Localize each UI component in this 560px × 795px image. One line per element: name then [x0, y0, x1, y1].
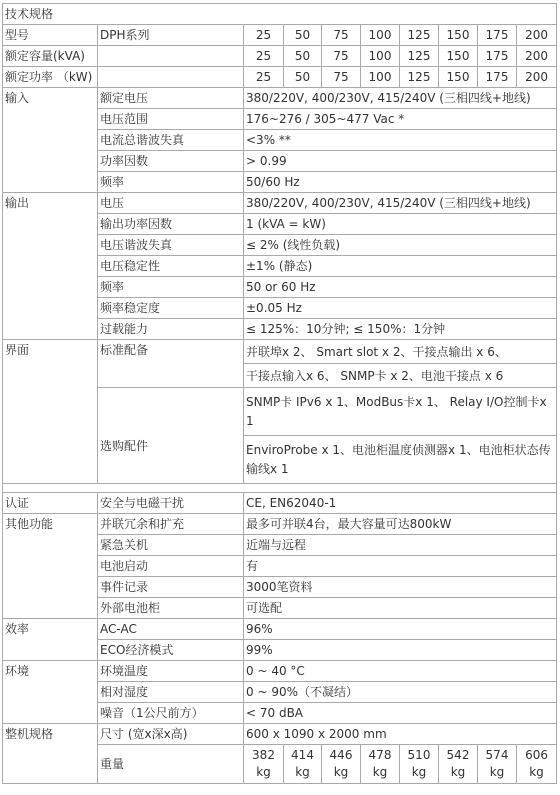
- spec-value: 50 or 60 Hz: [244, 277, 557, 298]
- spec-name: 并联冗余和扩充: [98, 514, 244, 535]
- spec-value: 有: [244, 556, 557, 577]
- table-row: [3, 88, 557, 109]
- spec-name: AC-AC: [98, 619, 244, 640]
- table-row: [3, 484, 557, 493]
- model-row-label: 型号: [3, 25, 98, 46]
- series-name: DPH系列: [98, 25, 244, 46]
- spec-value: 近端与远程: [244, 535, 557, 556]
- spec-name: 紧急关机: [98, 535, 244, 556]
- model-row-value: 50: [284, 25, 322, 46]
- table-row: [3, 4, 557, 25]
- spec-name: 功率因数: [98, 151, 244, 172]
- spec-name: 安全与电磁干扰: [98, 493, 244, 514]
- weight-value: 446 kg: [322, 745, 361, 784]
- spec-value: <3% **: [244, 130, 557, 151]
- spec-value: CE, EN62040-1: [244, 493, 557, 514]
- spec-value: 并联埠x 2、 Smart slot x 2、干接点输出 x 6、: [244, 340, 557, 364]
- spec-name: 外部电池柜: [98, 598, 244, 619]
- model-row-value: 25: [244, 25, 284, 46]
- spec-name: 选购配件: [98, 388, 244, 484]
- section-input: 输入: [3, 88, 98, 193]
- spec-value: 最多可并联4台，最大容量可达800kW: [244, 514, 557, 535]
- spec-name: ECO经济模式: [98, 640, 244, 661]
- spec-value: 96%: [244, 619, 557, 640]
- kw-row-value: 175: [478, 67, 517, 88]
- kw-row-value: 50: [284, 67, 322, 88]
- spec-name: 重量: [98, 745, 244, 784]
- weight-value: 414 kg: [284, 745, 322, 784]
- table-row: [3, 514, 557, 535]
- section-physical: 整机规格: [3, 724, 98, 784]
- spec-value: 176~276 / 305~477 Vac *: [244, 109, 557, 130]
- table-title: 技术规格: [3, 4, 557, 25]
- spec-name: 电压: [98, 193, 244, 214]
- spec-name: 尺寸 (宽x深x高): [98, 724, 244, 745]
- kw-row-value: 100: [361, 67, 400, 88]
- section-interface: 界面: [3, 340, 98, 484]
- table-row: [3, 619, 557, 640]
- spec-name: 输出功率因数: [98, 214, 244, 235]
- model-row-value: 125: [400, 25, 439, 46]
- spec-value: 0 ~ 40 °C: [244, 661, 557, 682]
- spec-name: 噪音（1公尺前方）: [98, 703, 244, 724]
- kva-row-value: 175: [478, 46, 517, 67]
- spec-name: 频率: [98, 172, 244, 193]
- spec-name: 额定电压: [98, 88, 244, 109]
- model-row-value: 175: [478, 25, 517, 46]
- kva-row-value: 75: [322, 46, 361, 67]
- weight-value: 606 kg: [517, 745, 557, 784]
- table-row: [3, 724, 557, 745]
- kva-row-value: 200: [517, 46, 557, 67]
- spec-value: 干接点输入x 6、 SNMP卡 x 2、电池干接点 x 6: [244, 364, 557, 388]
- spec-value: ±1% (静态): [244, 256, 557, 277]
- weight-value: 574 kg: [478, 745, 517, 784]
- spec-value: > 0.99: [244, 151, 557, 172]
- spec-table: [2, 3, 557, 784]
- spec-name: 事件记录: [98, 577, 244, 598]
- spec-name: 电压稳定性: [98, 256, 244, 277]
- spec-value: 可选配: [244, 598, 557, 619]
- spec-name: 电池启动: [98, 556, 244, 577]
- spec-value: < 70 dBA: [244, 703, 557, 724]
- kw-row-value: 25: [244, 67, 284, 88]
- section-environment: 环境: [3, 661, 98, 724]
- spec-name: 电流总谐波失真: [98, 130, 244, 151]
- kw-row-label: 额定功率 （kW): [3, 67, 98, 88]
- spec-name: 电压谐波失真: [98, 235, 244, 256]
- spec-name: 环境温度: [98, 661, 244, 682]
- spec-value: 0 ~ 90%（不凝结）: [244, 682, 557, 703]
- weight-value: 510 kg: [400, 745, 439, 784]
- section-other: 其他功能: [3, 514, 98, 619]
- spec-name: 电压范围: [98, 109, 244, 130]
- section-efficiency: 效率: [3, 619, 98, 661]
- spec-name: 频率: [98, 277, 244, 298]
- spec-value: 380/220V, 400/230V, 415/240V (三相四线+地线): [244, 193, 557, 214]
- kw-row: [3, 67, 557, 88]
- spec-value: 50/60 Hz: [244, 172, 557, 193]
- kva-row-value: 100: [361, 46, 400, 67]
- kva-row-label: 额定容量(kVA): [3, 46, 98, 67]
- spec-value: SNMP卡 IPv6 x 1、ModBus卡x 1、 Relay I/O控制卡x 1: [244, 388, 557, 436]
- section-output: 输出: [3, 193, 98, 340]
- table-row: [3, 493, 557, 514]
- kva-row-value: 150: [439, 46, 478, 67]
- kva-row-value: 125: [400, 46, 439, 67]
- spec-value: ±0.05 Hz: [244, 298, 557, 319]
- spec-value: 3000笔资料: [244, 577, 557, 598]
- section-cert: 认证: [3, 493, 98, 514]
- spec-value: 1 (kVA = kW): [244, 214, 557, 235]
- spec-value: EnviroProbe x 1、电池柜温度侦测器x 1、电池柜状态传输线x 1: [244, 436, 557, 484]
- spec-value: 600 x 1090 x 2000 mm: [244, 724, 557, 745]
- spec-value: ≤ 125%：10分钟; ≤ 150%：1分钟: [244, 319, 557, 340]
- model-row-value: 100: [361, 25, 400, 46]
- model-row-value: 75: [322, 25, 361, 46]
- empty-cell: [98, 67, 244, 88]
- spec-name: 标准配备: [98, 340, 244, 388]
- model-row-value: 150: [439, 25, 478, 46]
- spacer-row: [3, 484, 557, 493]
- kw-row-value: 150: [439, 67, 478, 88]
- empty-cell: [98, 46, 244, 67]
- table-row: [3, 661, 557, 682]
- spec-value: ≤ 2% (线性负载): [244, 235, 557, 256]
- weight-value: 542 kg: [439, 745, 478, 784]
- kw-row-value: 200: [517, 67, 557, 88]
- model-row-value: 200: [517, 25, 557, 46]
- spec-name: 过载能力: [98, 319, 244, 340]
- spec-value: 380/220V, 400/230V, 415/240V (三相四线+地线): [244, 88, 557, 109]
- kw-row-value: 125: [400, 67, 439, 88]
- spec-value: 99%: [244, 640, 557, 661]
- kva-row-value: 50: [284, 46, 322, 67]
- weight-value: 382 kg: [244, 745, 284, 784]
- spec-name: 相对湿度: [98, 682, 244, 703]
- kva-row-value: 25: [244, 46, 284, 67]
- kva-row: [3, 46, 557, 67]
- kw-row-value: 75: [322, 67, 361, 88]
- model-row: [3, 25, 557, 46]
- spec-name: 频率稳定度: [98, 298, 244, 319]
- weight-value: 478 kg: [361, 745, 400, 784]
- table-row: [3, 340, 557, 364]
- table-row: [3, 193, 557, 214]
